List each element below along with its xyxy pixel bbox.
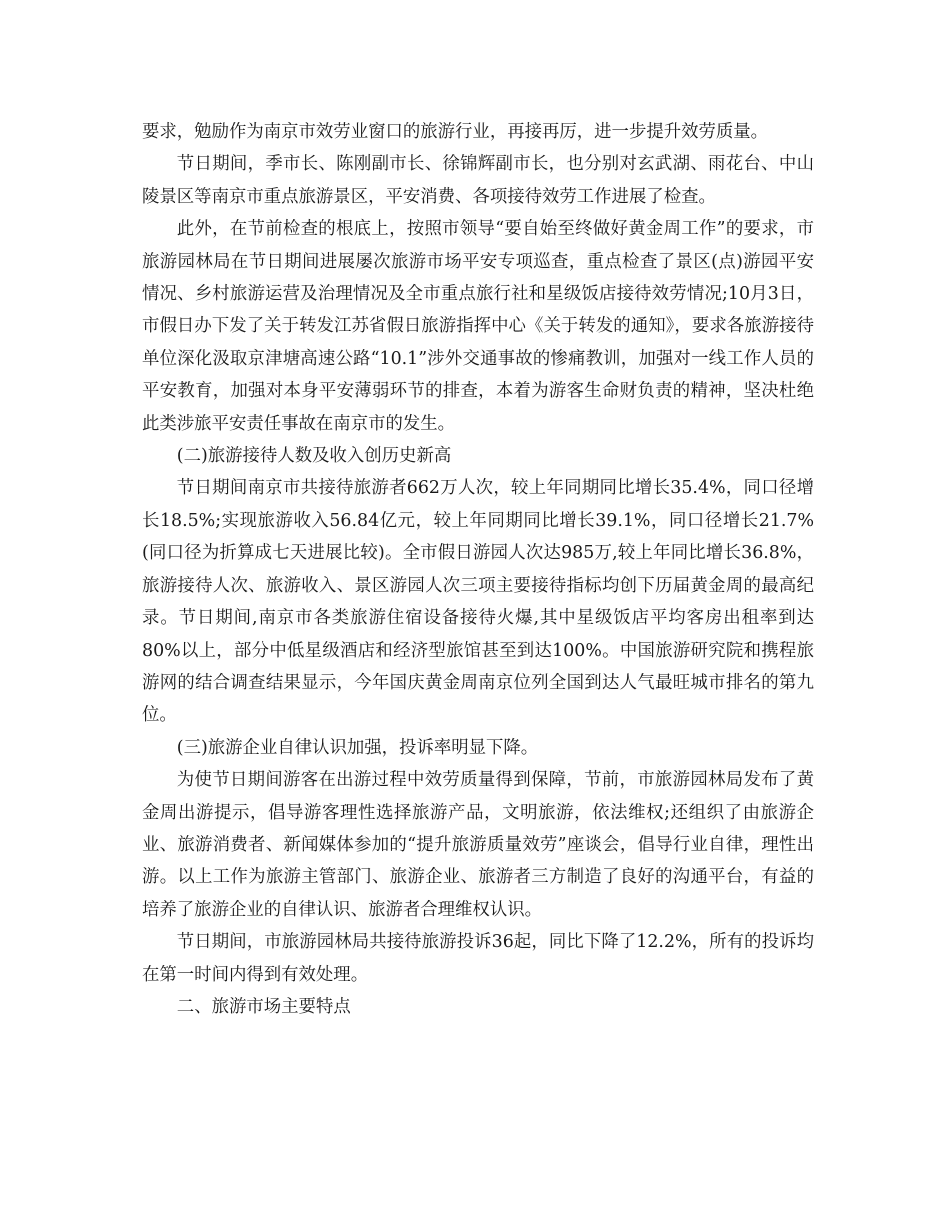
paragraph-visitor-statistics: 节日期间南京市共接待旅游者662万人次，较上年同期同比增长35.4%，同口径增长18.5%;实现旅游收入56.84亿元，较上年同期同比增长39.1%，同口径增长21.7%(同口径为折算成七天进展比较)。全市假日游园人次达985万,较上年同比增长36.8%，旅游接待人次、旅游收入、景区游园人次三项主要接待指标均创下历届黄金周的最高纪录。节日期间,南京市各类旅游住宿设备接待火爆,其中星级饭店平均客房出租率到达80%以上，部分中低星级酒店和经济型旅馆甚至到达100%。中国旅游研究院和携程旅游网的结合调查结果显示，今年国庆黄金周南京位列全国到达人气最旺城市排名的第九位。 xyxy=(142,478,814,726)
paragraph-service-quality: 为使节日期间游客在出游过程中效劳质量得到保障，节前，市旅游园林局发布了黄金周出游提示，倡导游客理性选择旅游产品，文明旅游，依法维权;还组织了由旅游企业、旅游消费者、新闻媒体参加的“提升旅游质量效劳”座谈会，倡导行业自律，理性出游。以上工作为旅游主管部门、旅游企业、旅游者三方制造了良好的沟通平台，有益的培养了旅游企业的自律认识、旅游者合理维权认识。 xyxy=(142,770,814,920)
paragraph-safety-inspection: 此外，在节前检查的根底上，按照市领导“要自始至终做好黄金周工作”的要求，市旅游园林局在节日期间进展屡次旅游市场平安专项巡查，重点检查了景区(点)游园平安情况、乡村旅游运营及治理情况及全市重点旅行社和星级饭店接待效劳情况;10月3日，市假日办下发了关于转发江苏省假日旅游指挥中心《关于转发的通知》，要求各旅游接待单位深化汲取京津塘高速公路“10.1”涉外交通事故的惨痛教训，加强对一线工作人员的平安教育，加强对本身平安薄弱环节的排查，本着为游客生命财负责的精神，坚决杜绝此类涉旅平安责任事故在南京市的发生。 xyxy=(142,219,814,434)
section-heading-market-features: 二、旅游市场主要特点 xyxy=(176,996,351,1017)
paragraph-continuation: 要求，勉励作为南京市效劳业窗口的旅游行业，再接再厉，进一步提升效劳质量。 xyxy=(142,122,769,142)
document-page xyxy=(142,116,814,1023)
paragraph-complaints: 节日期间，市旅游园林局共接待旅游投诉36起，同比下降了12.2%，所有的投诉均在第一时间内得到有效处理。 xyxy=(142,932,814,985)
section-heading-self-discipline: (三)旅游企业自律认识加强，投诉率明显下降。 xyxy=(176,737,539,758)
section-heading-visitor-numbers: (二)旅游接待人数及收入创历史新高 xyxy=(176,446,452,467)
paragraph-leaders-inspection: 节日期间，季市长、陈刚副市长、徐锦辉副市长，也分别对玄武湖、雨花台、中山陵景区等南京市重点旅游景区，平安消费、各项接待效劳工作进展了检查。 xyxy=(142,154,814,207)
